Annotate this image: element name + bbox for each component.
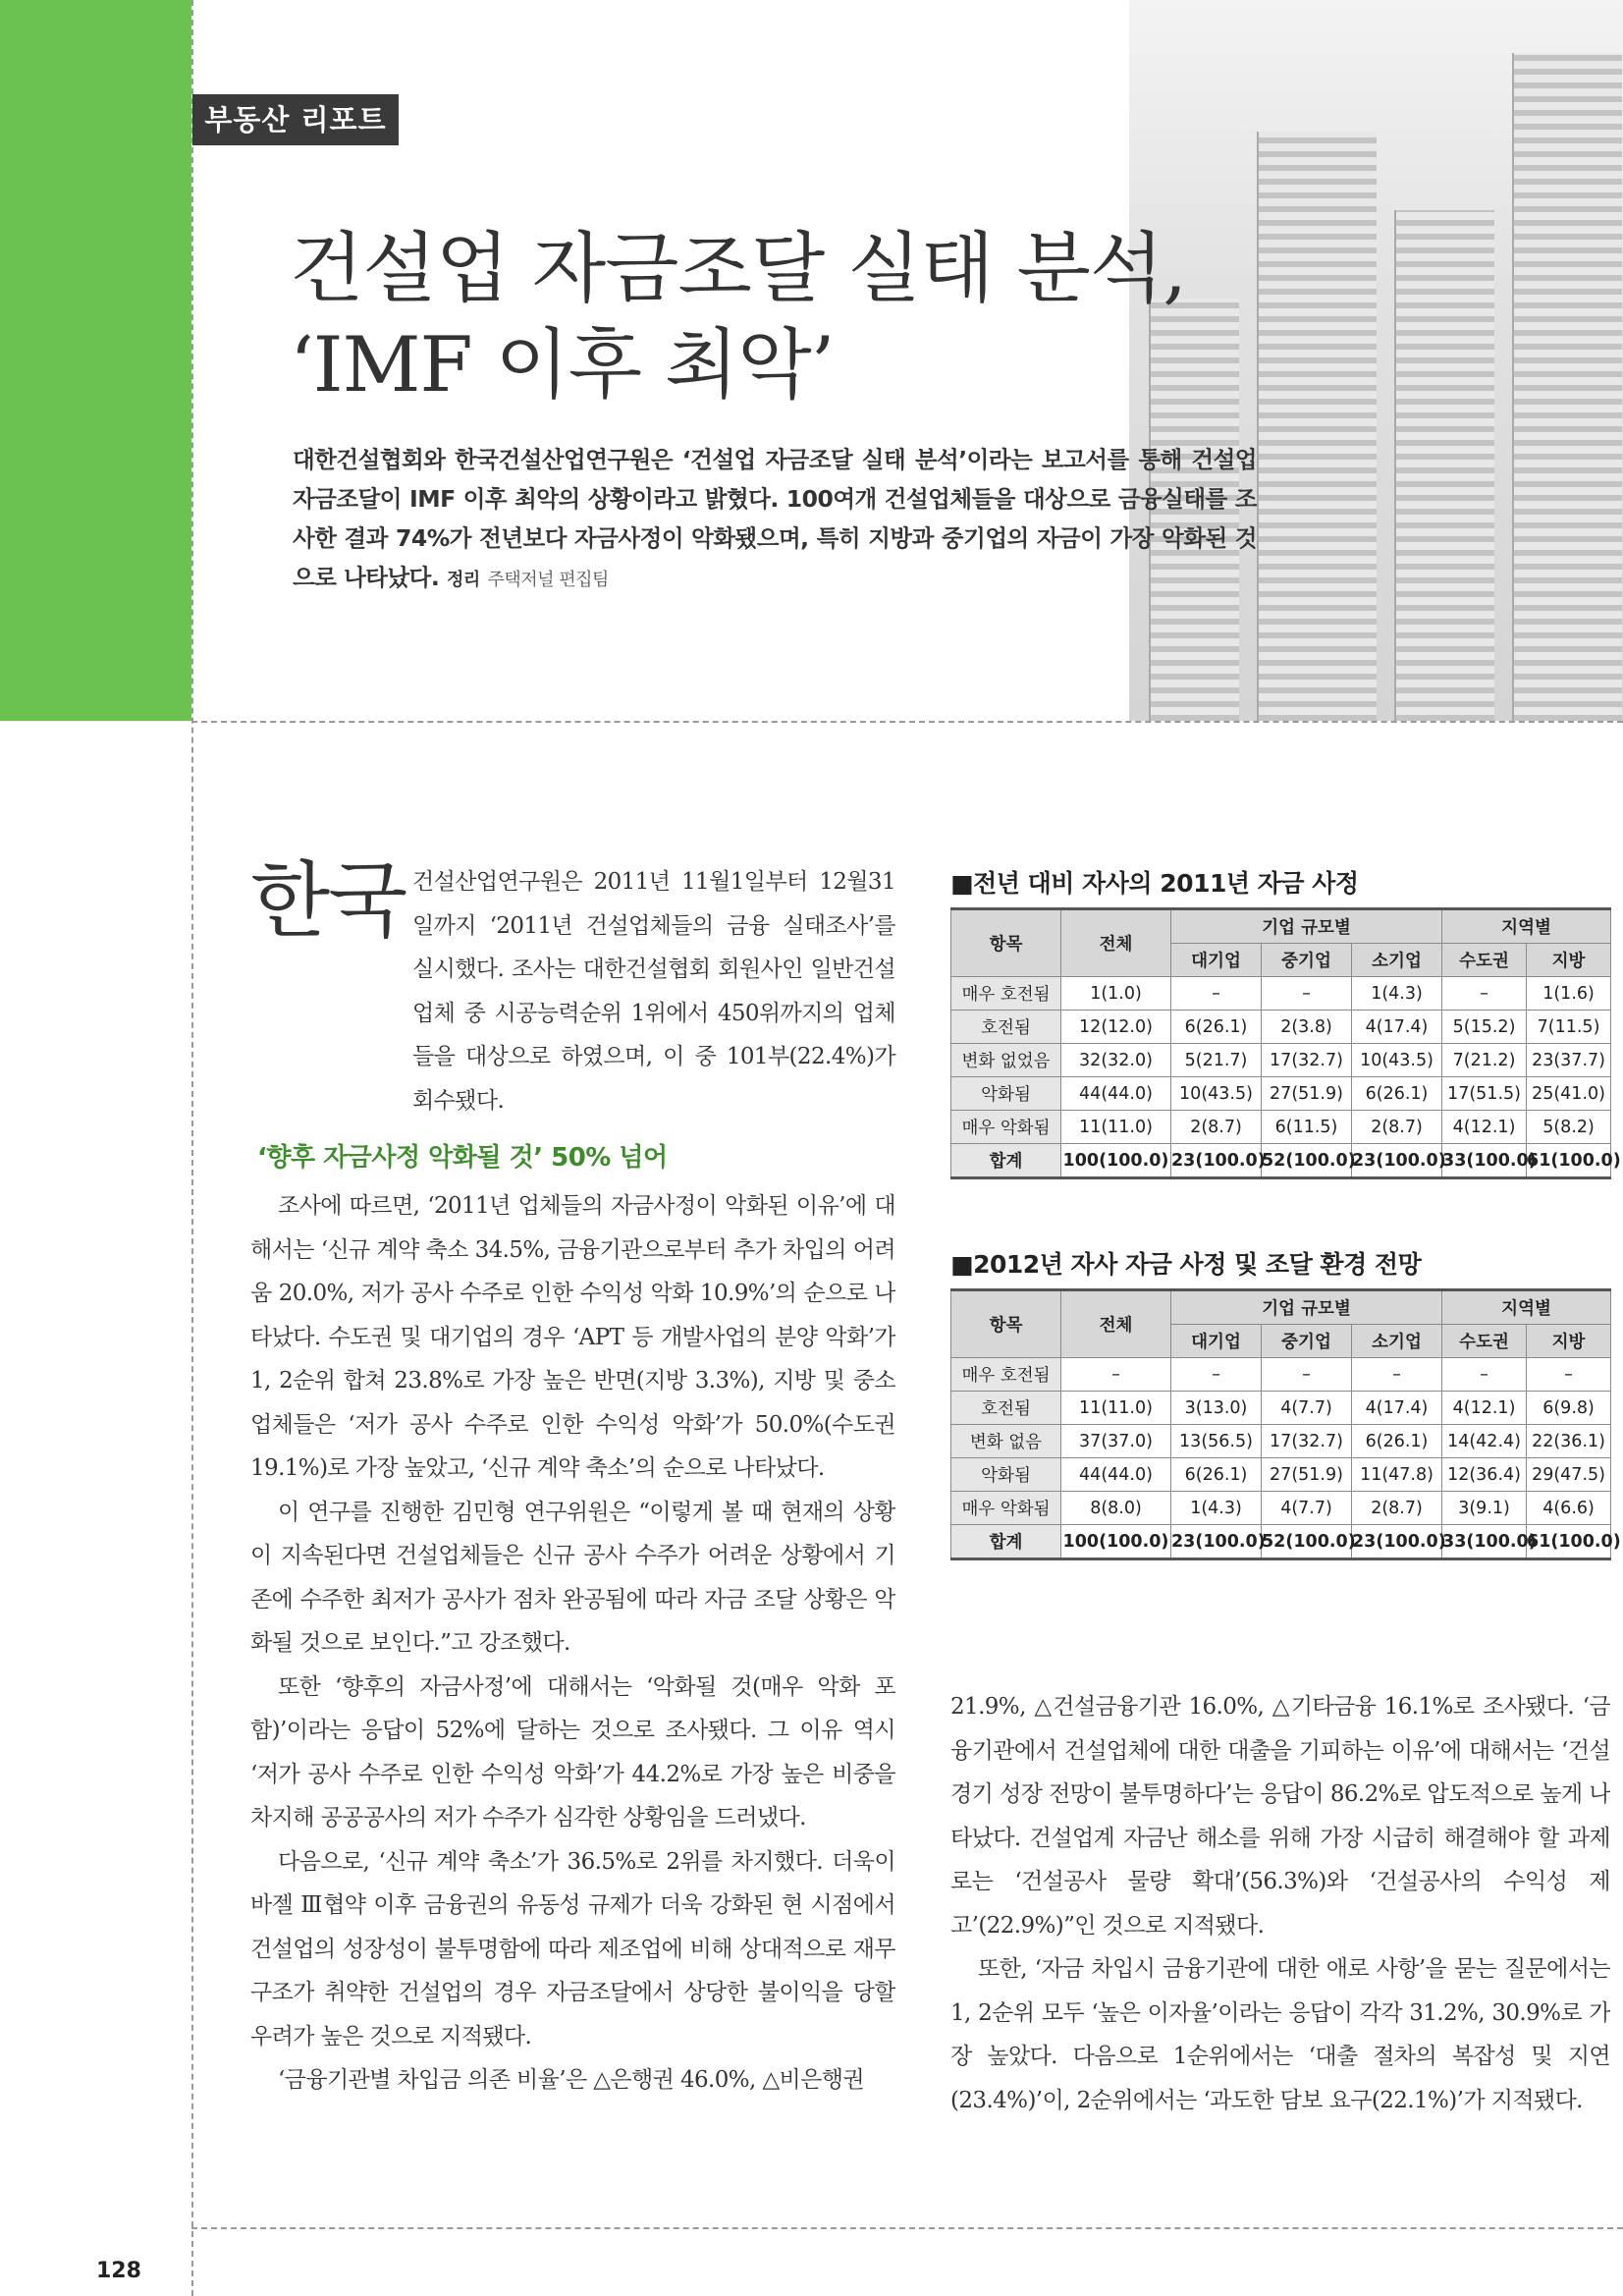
apartment-photo <box>1129 0 1623 721</box>
col-header-item: 항목 <box>951 909 1061 977</box>
article-lead <box>293 440 1257 600</box>
body-paragraph: 다음으로, ‘신규 계약 축소’가 36.5%로 2위를 차지했다. 더욱이 바젤 Ⅲ협약 이후 금융권의 유동성 규제가 더욱 강화된 현 시점에서 건설업의 성장성이 불투명함에 따라 제조업에 비해 상대적으로 재무구조가 취약한 건설업의 경우 자금조달에서 상당한 불이익을 당할 우려가 높은 것으로 지적됐다. <box>250 1848 895 2050</box>
intro-paragraph: 건설산업연구원은 2011년 11월1일부터 12월31일까지 ‘2011년 건설업체들의 금융 실태조사’를 실시했다. 조사는 대한건설협회 회원사인 일반건설업체 중 시공능력순위 1위에서 450위까지의 업체들을 대상으로 하였으며, 이 중 101부(22.4%)가 회수됐다. <box>412 869 895 1114</box>
right-column <box>950 1685 1610 2157</box>
table-row: 매우 호전됨 – – – – – – <box>951 1358 1611 1392</box>
col-header-mid: 중기업 <box>1262 944 1352 977</box>
page-number: 128 <box>96 2259 141 2283</box>
dashed-footer-rule <box>191 2227 1623 2229</box>
body-paragraph: 이 연구를 진행한 김민형 연구위원은 “이렇게 볼 때 현재의 상황이 지속된다면 건설업체들은 신규 공사 수주가 어려운 상황에서 기존에 수주한 최저가 공사가 점차 완공됨에 따라 자금 조달 상황은 악화될 것으로 보인다.”고 강조했다. <box>250 1499 895 1656</box>
credit-text: 주택저널 편집팀 <box>487 570 609 590</box>
col-header-large: 대기업 <box>1171 944 1262 977</box>
table-row: 호전됨 11(11.0) 3(13.0) 4(7.7) 4(17.4) 4(12.1) 6(9.8) <box>951 1392 1611 1425</box>
body-paragraph: ‘금융기관별 차입금 의존 비율’은 △은행권 46.0%, △비은행권 <box>278 2067 865 2093</box>
outlook-2012-table <box>950 1288 1621 1560</box>
left-column <box>250 1184 895 2225</box>
col-group-region: 지역별 <box>1442 909 1611 944</box>
subheading: ‘향후 자금사정 악화될 것’ 50% 넘어 <box>257 1143 668 1173</box>
green-side-band <box>0 0 191 721</box>
table-total-row: 합계 100(100.0) 23(100.0) 52(100.0) 23(100.0) 33(100.0) 61(100.0) <box>951 1525 1611 1559</box>
col-header-item: 항목 <box>951 1290 1061 1358</box>
table-row: 호전됨 12(12.0) 6(26.1) 2(3.8) 4(17.4) 5(15.2) 7(11.5) <box>951 1011 1611 1044</box>
dashed-header-rule <box>191 721 1623 723</box>
col-group-size: 기업 규모별 <box>1171 1290 1442 1325</box>
table2-title: ■2012년 자사 자금 사정 및 조달 환경 전망 <box>950 1250 1422 1279</box>
credit-label: 정리 <box>447 570 480 590</box>
article-title <box>290 221 1186 413</box>
col-group-region: 지역별 <box>1442 1290 1611 1325</box>
body-paragraph: 또한, ‘자금 차입시 금융기관에 대한 애로 사항’을 묻는 질문에서는 1, 2순위 모두 ‘높은 이자율’이라는 응답이 각각 31.2%, 30.9%로 가장 높았다. 다음으로 1순위에서는 ‘대출 절차의 복잡성 및 지연(23.4%)’이, 2순위에서는 ‘과도한 담보 요구(22.1%)’가 지적됐다. <box>950 1956 1610 2113</box>
col-header-local: 지방 <box>1527 944 1611 977</box>
dashed-vertical-rule <box>191 0 193 2296</box>
col-header-mid: 중기업 <box>1262 1325 1352 1358</box>
body-paragraph: 조사에 따르면, ‘2011년 업체들의 자금사정이 악화된 이유’에 대해서는 ‘신규 계약 축소 34.5%, 금융기관으로부터 추가 차입의 어려움 20.0%, 저가 공사 수주로 인한 수익성 악화 10.9%’의 순으로 나타났다. 수도권 및 대기업의 경우 ‘APT 등 개발사업의 분양 악화’가 1, 2순위 합쳐 23.8%로 가장 높은 반면(지방 3.3%), 지방 및 중소 업체들은 ‘저가 공사 수주로 인한 수익성 악화’가 50.0%(수도권 19.1%)로 가장 높았고, ‘신규 계약 축소’의 순으로 나타났다. <box>250 1193 895 1481</box>
col-header-capital: 수도권 <box>1442 944 1527 977</box>
table-row: 매우 악화됨 11(11.0) 2(8.7) 6(11.5) 2(8.7) 4(12.1) 5(8.2) <box>951 1111 1611 1144</box>
table-row: 악화됨 44(44.0) 10(43.5) 27(51.9) 6(26.1) 17(51.5) 25(41.0) <box>951 1077 1611 1111</box>
table-row: 변화 없음 37(37.0) 13(56.5) 17(32.7) 6(26.1) 14(42.4) 22(36.1) <box>951 1425 1611 1458</box>
table-row: 매우 호전됨 1(1.0) – – 1(4.3) – 1(1.6) <box>951 977 1611 1011</box>
col-header-total: 전체 <box>1061 909 1171 977</box>
title-line-1: 건설업 자금조달 실태 분석, <box>290 225 1187 313</box>
body-paragraph: 21.9%, △건설금융기관 16.0%, △기타금융 16.1%로 조사됐다. ‘금융기관에서 건설업체에 대한 대출을 기피하는 이유’에 대해서는 ‘건설경기 성장 전망이 불투명하다’는 응답이 86.2%로 압도적으로 높게 나타났다. 건설업계 자금난 해소를 위해 가장 시급히 해결해야 할 과제로는 ‘건설공사 물량 확대’(56.3%)와 ‘건설공사의 수익성 제고’(22.9%)”인 것으로 지적됐다. <box>950 1694 1610 1939</box>
funds-2011-table <box>950 907 1621 1179</box>
table-row: 매우 악화됨 8(8.0) 1(4.3) 4(7.7) 2(8.7) 3(9.1) 4(6.6) <box>951 1492 1611 1525</box>
col-header-total: 전체 <box>1061 1290 1171 1358</box>
drop-cap: 한국 <box>250 852 406 949</box>
col-header-large: 대기업 <box>1171 1325 1262 1358</box>
intro-first-lines <box>412 860 895 1122</box>
col-header-local: 지방 <box>1527 1325 1611 1358</box>
lead-text: 대한건설협회와 한국건설산업연구원은 ‘건설업 자금조달 실태 분석’이라는 보고서를 통해 건설업 자금조달이 IMF 이후 최악의 상황이라고 밝혔다. 100여개 건설업체들을 대상으로 금융실태를 조사한 결과 74%가 전년보다 자금사정이 악화됐으며, 특히 지방과 중기업의 자금이 가장 악화된 것으로 나타났다. <box>293 446 1257 591</box>
col-header-capital: 수도권 <box>1442 1325 1527 1358</box>
table-total-row: 합계 100(100.0) 23(100.0) 52(100.0) 23(100.0) 33(100.0) 61(100.0) <box>951 1144 1611 1178</box>
body-paragraph: 또한 ‘향후의 자금사정’에 대해서는 ‘악화될 것(매우 악화 포함)’이라는 응답이 52%에 달하는 것으로 조사됐다. 그 이유 역시 ‘저가 공사 수주로 인한 수익성 악화’가 44.2%로 가장 높은 비중을 차지해 공공공사의 저가 수주가 심각한 상황임을 드러냈다. <box>250 1673 895 1831</box>
table-row: 악화됨 44(44.0) 6(26.1) 27(51.9) 11(47.8) 12(36.4) 29(47.5) <box>951 1458 1611 1492</box>
table1-title: ■전년 대비 자사의 2011년 자금 사정 <box>950 869 1359 898</box>
col-group-size: 기업 규모별 <box>1171 909 1442 944</box>
col-header-small: 소기업 <box>1352 944 1442 977</box>
section-tag: 부동산 리포트 <box>192 94 399 145</box>
table-row: 변화 없었음 32(32.0) 5(21.7) 17(32.7) 10(43.5) 7(21.2) 23(37.7) <box>951 1044 1611 1077</box>
title-line-2: ‘IMF 이후 최악’ <box>290 321 835 410</box>
col-header-small: 소기업 <box>1352 1325 1442 1358</box>
